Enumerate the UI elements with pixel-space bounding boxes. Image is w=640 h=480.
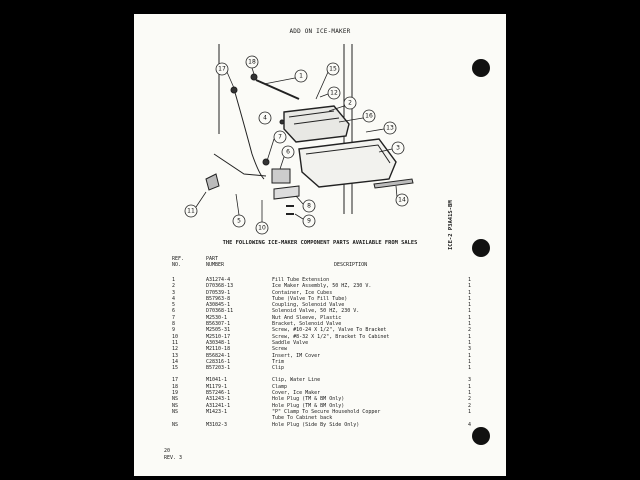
ref-cell: 18 [172, 383, 179, 390]
callout-label-4: 4 [263, 114, 267, 122]
water-line [234, 89, 264, 179]
part-number-cell: B57203-1 [206, 365, 231, 372]
part-number-cell: M2505-31 [206, 327, 231, 334]
description-cell: Cover, Ice Maker [272, 390, 321, 397]
description-cell: Solenoid Valve, 50 HZ, 230 V. [272, 308, 360, 315]
ref-cell: 19 [172, 390, 179, 397]
ref-cell: NS [172, 408, 179, 415]
callout-label-14: 14 [398, 196, 406, 204]
quantity-cell: 1 [468, 408, 472, 415]
description-cell: Clamp [272, 383, 288, 390]
ref-cell: 1 [172, 277, 176, 283]
part-number-cell: D70368-11 [206, 308, 234, 315]
callout-label-12: 12 [330, 89, 338, 97]
description-cell: Hole Plug (TM & BM Only) [272, 396, 345, 403]
part-number-cell: B56824-1 [206, 352, 231, 359]
part-number-cell: A31241-1 [206, 402, 231, 409]
quantity-cell: 1 [468, 383, 472, 390]
ice-maker-body [284, 106, 349, 142]
callout-label-11: 11 [187, 207, 195, 215]
quantity-cell: 1 [468, 365, 472, 372]
callout-9a [295, 214, 315, 227]
parts-page [134, 14, 506, 476]
header-part: PART NUMBER [206, 256, 225, 268]
callout-label-7: 7 [278, 133, 282, 141]
callout-label-17: 17 [218, 65, 226, 73]
part-number-cell: M2510-17 [206, 333, 231, 340]
ref-cell: 5 [172, 302, 176, 309]
part-number-cell: B56307-1 [206, 321, 231, 328]
fill-tube [256, 80, 299, 99]
part-number-cell: B57963-8 [206, 295, 231, 302]
quantity-cell: 1 [468, 283, 472, 290]
description-cell: Coupling, Solenoid Valve [272, 302, 345, 309]
ref-cell: 14 [172, 358, 179, 365]
description-cell: Saddle Valve [272, 339, 309, 346]
quantity-cell: 2 [468, 396, 472, 403]
table-row [134, 365, 506, 371]
quantity-cell: 3 [468, 346, 472, 353]
description-cell: Trim [272, 358, 285, 365]
ref-cell: NS [172, 402, 179, 409]
part-number-cell: A31274-4 [206, 277, 231, 283]
description-cell: Clip [272, 365, 285, 372]
ref-cell: 4 [172, 295, 176, 302]
header-description: DESCRIPTION [334, 262, 368, 268]
description-cell: Screw, #8-32 X 1/2", Bracket To Cabinet [272, 333, 390, 340]
quantity-cell: 2 [468, 327, 472, 334]
description-cell: Hole Plug (Side By Side Only) [272, 421, 360, 428]
ice-container [299, 139, 396, 187]
callout-7 [267, 131, 286, 161]
part-number-cell: M3102-3 [206, 421, 228, 428]
ref-cell: 17 [172, 377, 179, 384]
ref-cell: 10 [172, 333, 179, 340]
ref-cell: 11 [172, 339, 179, 346]
header-ref: REF. NO. [172, 256, 185, 268]
part-number-cell: M1423-1 [206, 408, 228, 415]
quantity-cell: 1 [468, 277, 472, 283]
page-number: 20 [164, 448, 171, 454]
part-number-cell: B57246-1 [206, 390, 231, 397]
part-number-cell: A30348-1 [206, 339, 231, 346]
description-cell: Tube (Valve To Fill Tube) [272, 295, 348, 302]
quantity-cell: 1 [468, 295, 472, 302]
ref-cell: 12 [172, 346, 179, 353]
description-cell: Container, Ice Cubes [272, 289, 333, 296]
part-number-cell: C28316-1 [206, 358, 231, 365]
solenoid-valve [272, 169, 290, 183]
callout-label-8: 8 [307, 202, 311, 210]
ref-cell: NS [172, 421, 179, 428]
page-title: ADD ON ICE-MAKER [289, 28, 351, 35]
quantity-cell: 1 [468, 358, 472, 365]
description-cell: Fill Tube Extension [272, 277, 330, 283]
callout-label-3: 3 [396, 144, 400, 152]
part-number-cell: A30845-1 [206, 302, 231, 309]
description-cell: Bracket, Solenoid Valve [272, 321, 342, 328]
callout-label-9a: 9 [307, 217, 311, 225]
ref-cell: 8 [172, 321, 176, 328]
part-number-cell: M1179-1 [206, 383, 228, 390]
quantity-cell: 1 [468, 339, 472, 346]
ref-cell: 6 [172, 308, 176, 315]
callout-label-10: 10 [258, 224, 266, 232]
description-cell: Insert, IM Cover [272, 352, 321, 359]
ref-cell: 2 [172, 283, 176, 290]
description-cell: Tube To Cabinet back [272, 415, 333, 422]
ref-cell: 13 [172, 352, 179, 359]
part-number-cell: M2110-18 [206, 346, 231, 353]
callout-label-13: 13 [386, 124, 394, 132]
ref-cell: 9 [172, 327, 176, 334]
quantity-cell: 1 [468, 314, 472, 321]
part-number-cell: D70368-13 [206, 283, 234, 290]
quantity-cell: 1 [468, 390, 472, 397]
side-code: ICE-2 P3A41S-BM [448, 200, 454, 250]
callout-label-2: 2 [348, 99, 352, 107]
saddle-valve [206, 174, 219, 190]
ref-cell: 15 [172, 365, 179, 372]
part-number-cell: D70539-1 [206, 289, 231, 296]
callout-label-15: 15 [329, 65, 337, 73]
description-cell: Screw [272, 346, 288, 353]
callout-label-16: 16 [365, 112, 373, 120]
callout-label-1: 1 [299, 72, 303, 80]
description-cell: Screw, #10-24 X 1/2", Valve To Bracket [272, 327, 387, 334]
callout-8 [296, 196, 315, 212]
ref-cell: 7 [172, 314, 176, 321]
description-cell: Hole Plug (TM & BM Only) [272, 402, 345, 409]
callout-label-6: 6 [286, 148, 290, 156]
description-cell: Clip, Water Line [272, 377, 321, 384]
part-number-cell: A31243-1 [206, 396, 231, 403]
quantity-cell: 3 [468, 377, 472, 384]
description-cell: Ice Maker Assembly, 50 HZ, 230 V. [272, 283, 372, 290]
revision: REV. 3 [164, 455, 183, 461]
part-number-cell: M1041-1 [206, 377, 228, 384]
description-cell: Nut And Sleeve, Plastic [272, 314, 342, 321]
table-row [134, 422, 506, 428]
quantity-cell: 1 [468, 289, 472, 296]
ref-cell: NS [172, 396, 179, 403]
punch-hole-bottom [472, 427, 490, 445]
quantity-cell: 1 [468, 352, 472, 359]
quantity-cell: 1 [468, 308, 472, 315]
description-cell: "P" Clamp To Secure Household Copper [272, 408, 381, 415]
quantity-cell: 1 [468, 333, 472, 340]
quantity-cell: 1 [468, 302, 472, 309]
available-heading: THE FOLLOWING ICE-MAKER COMPONENT PARTS AVAILABLE FROM SALES [222, 240, 418, 246]
callout-label-18: 18 [248, 58, 256, 66]
part-number-cell: M2530-1 [206, 314, 228, 321]
callout-label-5: 5 [237, 217, 241, 225]
quantity-cell: 1 [468, 321, 472, 328]
quantity-cell: 4 [468, 421, 472, 428]
parts-table [134, 277, 506, 428]
ref-cell: 3 [172, 289, 176, 296]
quantity-cell: 2 [468, 402, 472, 409]
